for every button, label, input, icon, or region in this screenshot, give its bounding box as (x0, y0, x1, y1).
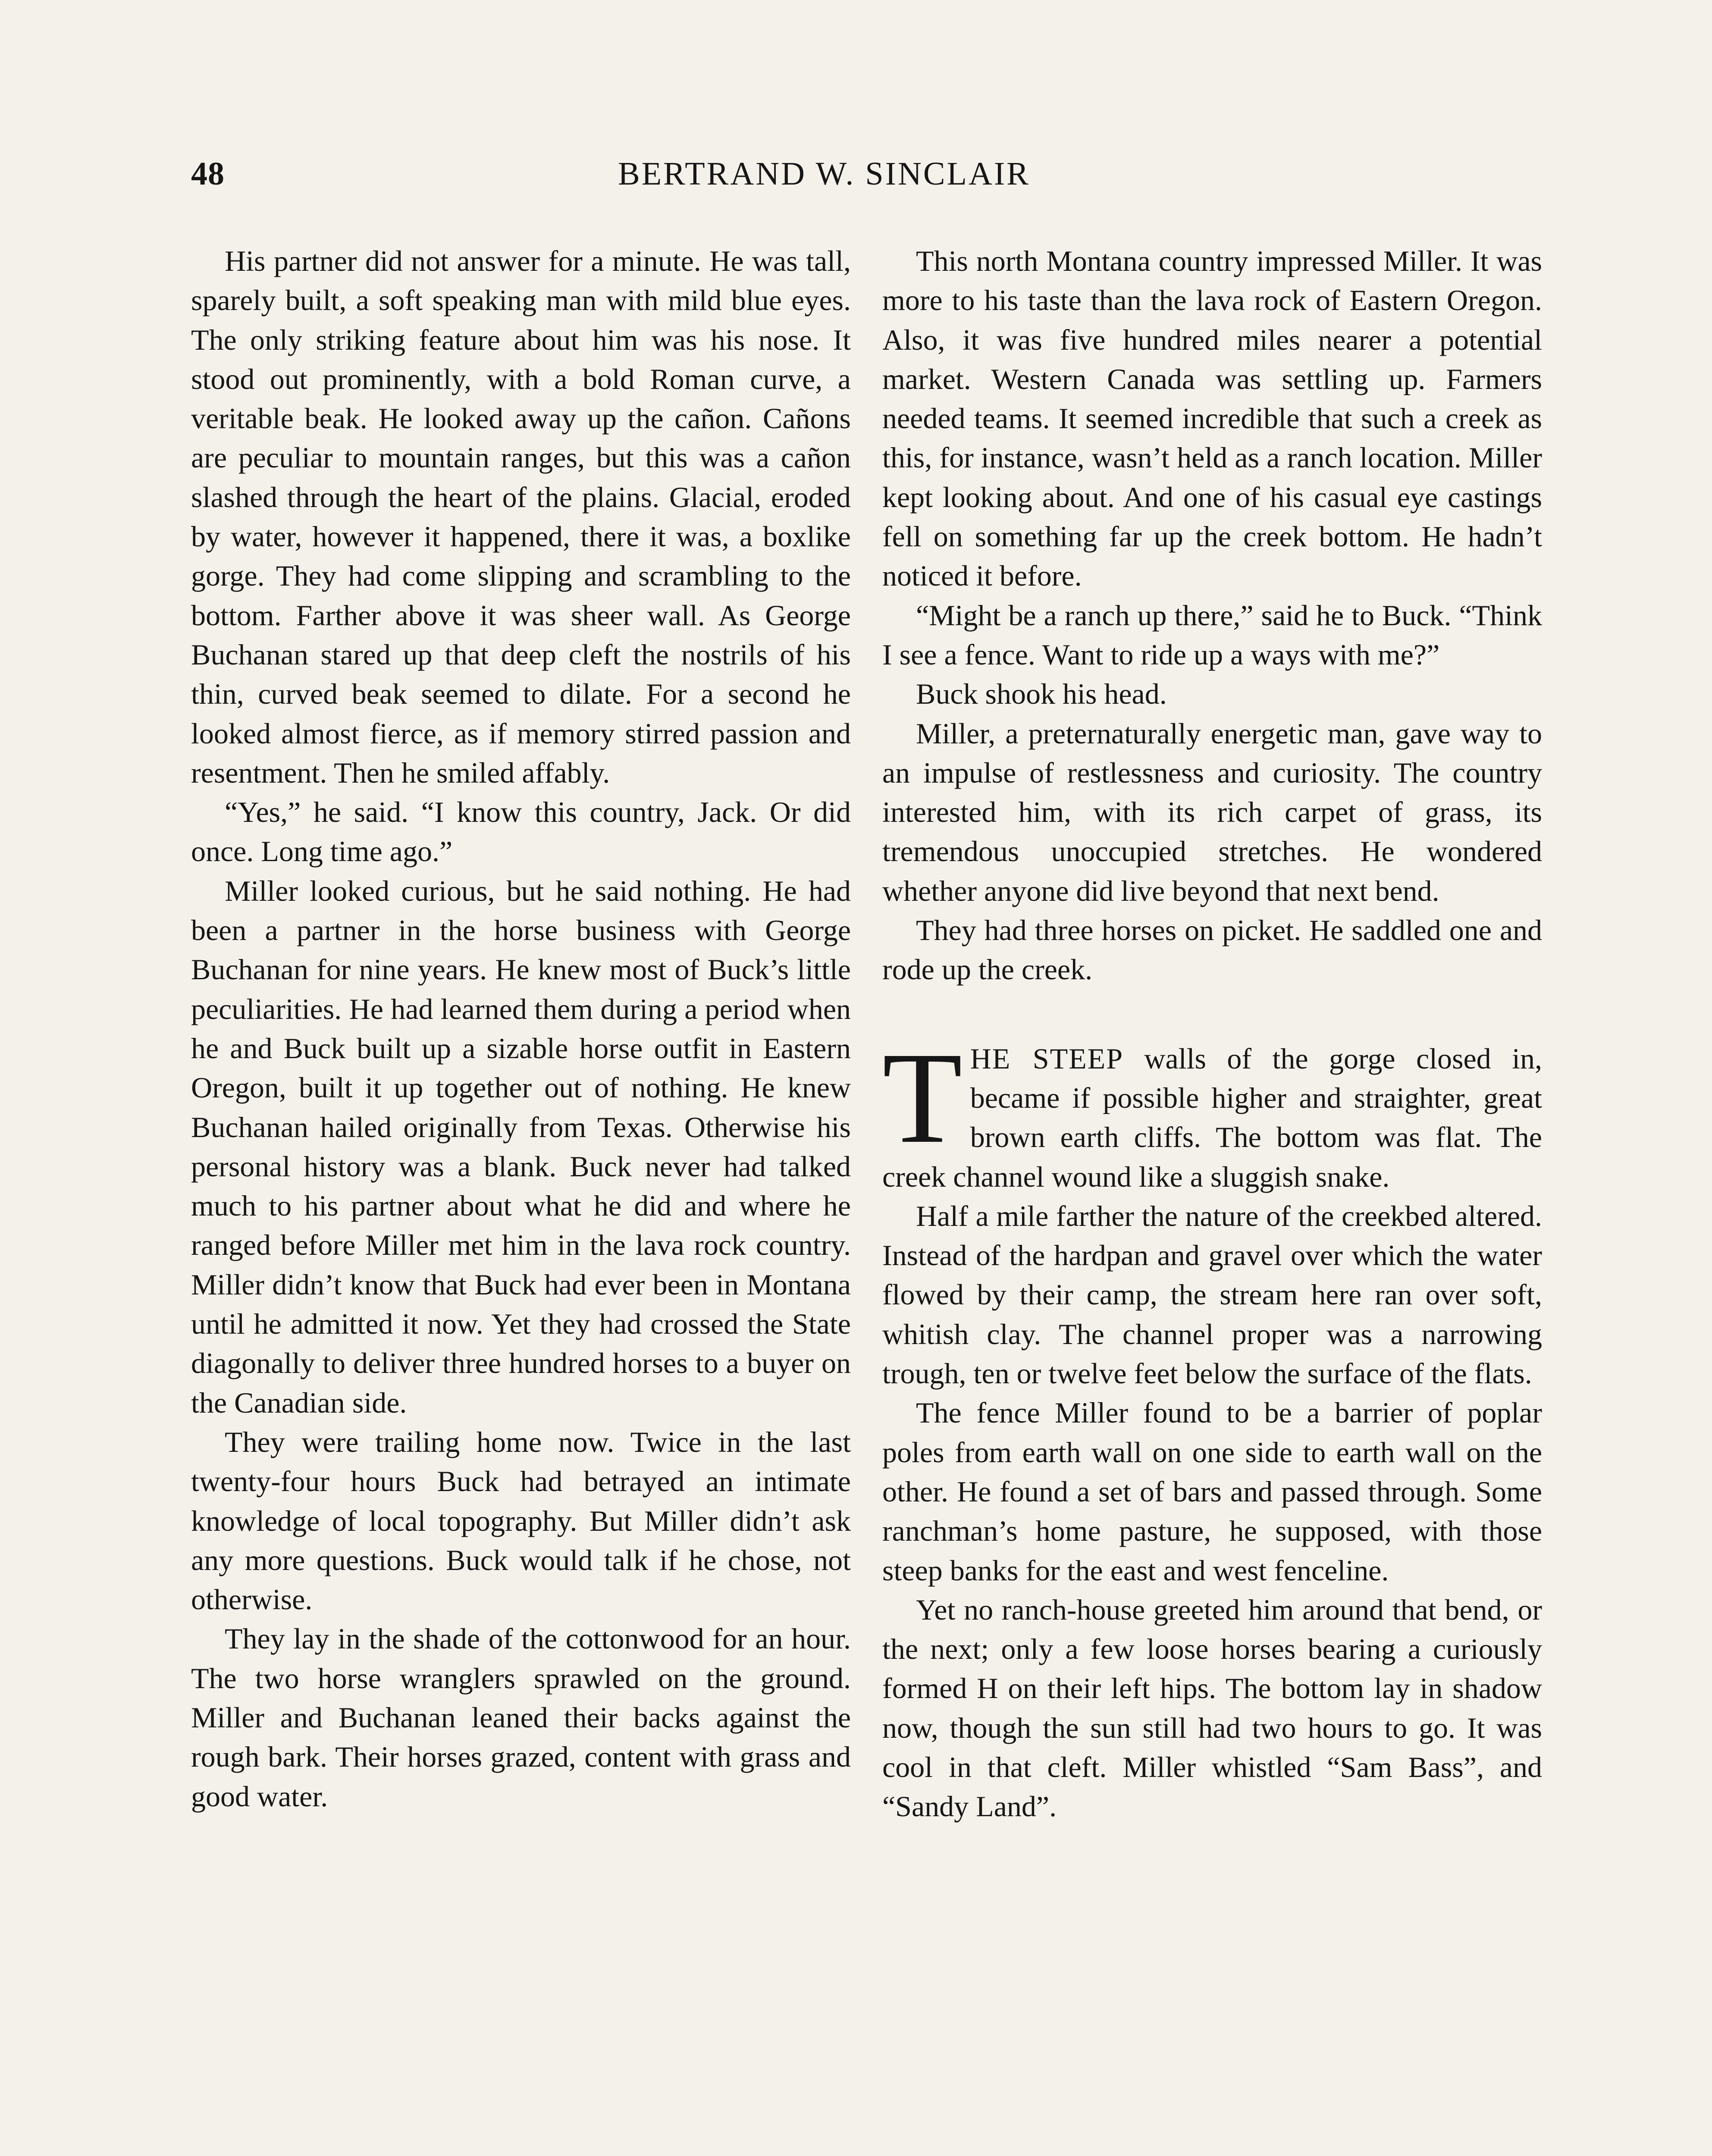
drop-cap-letter: T (882, 1025, 963, 1170)
running-title: BERTRAND W. SINCLAIR (618, 156, 1030, 192)
right-paragraph-4: Miller, a preternaturally energetic man, gave way to an impulse of restlessness and curiosity. The country interested him, with its rich carpet of grass, its tremendous unoccupied stretches. He wondered whether anyone did live beyond that next bend. (882, 717, 1542, 907)
left-paragraph-2: “Yes,” he said. “I know this country, Jack. Or did once. Long time ago.” (191, 796, 851, 868)
page-number: 48 (191, 156, 225, 192)
page-header (191, 147, 1533, 198)
right-paragraph-6: Half a mile farther the nature of the creekbed altered. Instead of the hardpan and gravel over which the water flowed by their camp, the stream here ran over soft, whitish clay. The channel proper was a narrowing trough, ten or twelve feet below the surface of the flats. (882, 1199, 1542, 1390)
section-break (882, 990, 1542, 1039)
right-paragraph-2: “Might be a ranch up there,” said he to Buck. “Think I see a fence. Want to ride up a ways with me?” (882, 599, 1542, 671)
right-paragraph-5: They had three horses on picket. He saddled one and rode up the creek. (882, 914, 1542, 986)
section-opening-text: walls of the gorge closed in, became if possible higher and straighter, great brown earth cliffs. The bottom was flat. The creek channel wound like a sluggish snake. (882, 1042, 1542, 1193)
right-text-column (882, 241, 1542, 1827)
section-opening-paragraph (882, 1025, 1542, 1197)
left-paragraph-4: They were trailing home now. Twice in the last twenty-four hours Buck had betrayed an intimate knowledge of local topography. But Miller didn’t ask any more questions. Buck would talk if he chose, not otherwise. (191, 1425, 851, 1616)
right-paragraph-8: Yet no ranch-house greeted him around that bend, or the next; only a few loose horses bearing a curiously formed H on their left hips. The bottom lay in shadow now, though the sun still had two hours to go. It was cool in that cleft. Miller whistled “Sam Bass”, and “Sandy Land”. (882, 1593, 1542, 1823)
section-lead-words: HE STEEP (970, 1042, 1124, 1075)
left-paragraph-3: Miller looked curious, but he said nothing. He had been a partner in the horse business with George Buchanan for nine years. He knew most of Buck’s little peculiarities. He had learned them during a period when he and Buck built up a sizable horse outfit in Eastern Oregon, built it up together out of nothing. He knew Buchanan hailed originally from Texas. Otherwise his personal history was a blank. Buck never had talked much to his partner about what he did and where he ranged before Miller met him in the lava rock country. Miller didn’t know that Buck had ever been in Montana until he admitted it now. Yet they had crossed the State diagonally to deliver three hundred horses to a buyer on the Canadian side. (191, 874, 851, 1419)
left-text-column (191, 241, 851, 1816)
right-paragraph-7: The fence Miller found to be a barrier of poplar poles from earth wall on one side to earth wall on the other. He found a set of bars and passed through. Some ranchman’s home pasture, he supposed, with those steep banks for the east and west fenceline. (882, 1396, 1542, 1587)
left-paragraph-1: His partner did not answer for a minute. He was tall, sparely built, a soft speaking man with mild blue eyes. The only striking feature about him was his nose. It stood out prominently, with a bold Roman curve, a veritable beak. He looked away up the cañon. Cañons are peculiar to mountain ranges, but this was a cañon slashed through the heart of the plains. Glacial, eroded by water, however it happened, there it was, a boxlike gorge. They had come slipping and scrambling to the bottom. Farther above it was sheer wall. As George Buchanan stared up that deep cleft the nostrils of his thin, curved beak seemed to dilate. For a second he looked almost fierce, as if memory stirred passion and resentment. Then he smiled affably. (191, 244, 851, 789)
right-paragraph-1: This north Montana country impressed Miller. It was more to his taste than the lava rock of Eastern Oregon. Also, it was five hundred miles nearer a potential market. Western Canada was settling up. Farmers needed teams. It seemed incredible that such a creek as this, for instance, wasn’t held as a ranch location. Miller kept looking about. And one of his casual eye castings fell on something far up the creek bottom. He hadn’t noticed it before. (882, 244, 1542, 592)
left-paragraph-5: They lay in the shade of the cottonwood for an hour. The two horse wranglers sprawled on the ground. Miller and Buchanan leaned their backs against the rough bark. Their horses grazed, content with grass and good water. (191, 1622, 851, 1813)
right-paragraph-3: Buck shook his head. (916, 677, 1167, 711)
